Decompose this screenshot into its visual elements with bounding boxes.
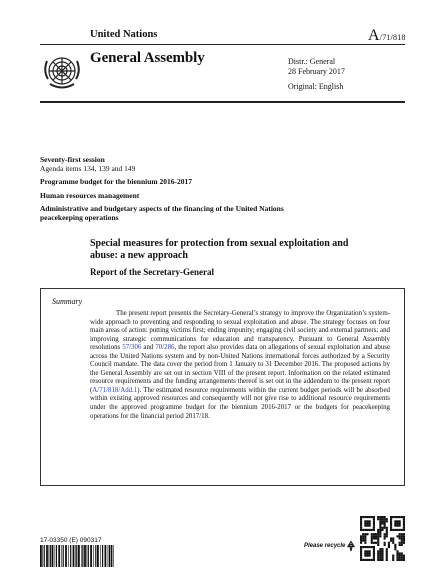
agenda-items: Agenda items 134, 139 and 149 xyxy=(40,163,136,173)
summary-text-part: ). The estimated resource requirements within the current budget periods will be absorbed within existing approved resources and consequently will not give rise to additional resource requirements under the approved programme budget for the biennium 2016-2017 or the budgets for peacekeeping operations for the financial period 2017/18. xyxy=(90,386,390,420)
general-assembly-heading: General Assembly xyxy=(90,50,205,66)
un-emblem-icon xyxy=(40,49,84,93)
masthead-rule xyxy=(40,101,405,103)
header-rule xyxy=(40,44,405,45)
session-title: Seventy-first session xyxy=(40,155,105,164)
resolution-link-57-306[interactable]: 57/306 xyxy=(122,344,142,352)
document-symbol xyxy=(368,27,406,45)
agenda-item-budget: Programme budget for the biennium 2016-2017 xyxy=(40,177,193,187)
symbol-number: /71/818 xyxy=(379,33,406,42)
summary-text xyxy=(90,310,390,421)
agenda-item-peacekeeping: Administrative and budgetary aspects of the financing of the United Nations peacekeeping operations xyxy=(40,204,284,222)
qr-code-icon xyxy=(360,516,405,561)
report-subtitle: Report of the Secretary-General xyxy=(90,267,215,277)
original-language: Original: English xyxy=(288,82,344,91)
session-block xyxy=(40,156,300,223)
summary-text-part: The present report presents the Secretary-General’s strategy to improve the Organization’s system-wide approach to preventing and responding to sexual exploitation and abuse. The strategy focuses on four main areas of action: putting victims first; ending impunity; engaging civil society and external partners; and improving strategic communications for education and transparency. Pursuant to General Assembly resolutions xyxy=(90,310,390,352)
barcode-icon xyxy=(40,545,114,567)
organization-name: United Nations xyxy=(90,29,158,40)
summary-text-part: , the report also provides data on allegations of sexual exploitation and abuse across the United Nations system and by non-United Nations international forces authorized by a Security Council mandate. The data cover the period from 1 January to 31 December 2016. The proposed actions by the General Assembly are set out in section VIII of the present report. Information on the related estimated resource requirements and the funding arrangements thereof is set out in the addendum to the present report ( xyxy=(90,344,391,394)
recycle-icon xyxy=(345,540,357,552)
distribution-label: Distr.: General xyxy=(288,57,336,66)
recycle-label: Please recycle xyxy=(304,543,346,549)
symbol-letter: A xyxy=(368,27,380,44)
resolution-link-70-286[interactable]: 70/286 xyxy=(155,344,175,352)
distribution-block xyxy=(288,57,345,92)
addendum-link[interactable]: A/71/818/Add.1 xyxy=(92,386,138,394)
agenda-item-hr: Human resources management xyxy=(40,190,140,200)
document-number: 17-03350 (E) 090317 xyxy=(40,537,102,544)
summary-label: Summary xyxy=(52,297,83,306)
summary-text-part: and xyxy=(141,344,156,352)
report-title: Special measures for protection from sexual exploitation and abuse: a new approach xyxy=(90,238,349,261)
issue-date: 28 February 2017 xyxy=(288,66,345,76)
